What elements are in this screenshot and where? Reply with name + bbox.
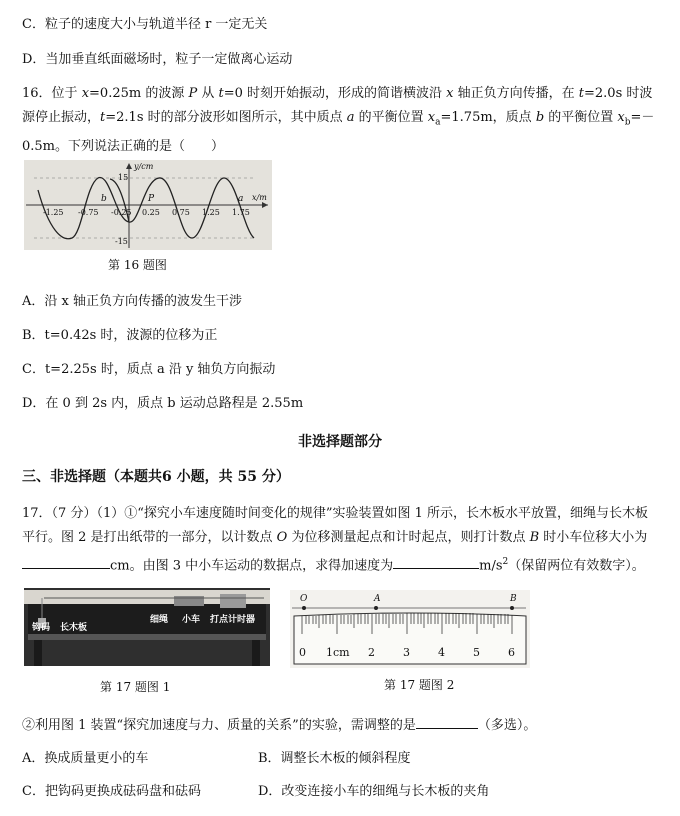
- label-long-board: 长木板: [60, 623, 88, 633]
- label-cart: 小车: [182, 615, 201, 625]
- x-tick-1: -1.25: [43, 208, 64, 217]
- point-p-label: P: [148, 194, 155, 204]
- q17-option-d: D．改变连接小车的细绳与长木板的夹角: [258, 784, 490, 799]
- point-a-label: a: [238, 194, 244, 204]
- ruler-tick-3: 3: [403, 646, 410, 659]
- y-bottom-tick: -15: [115, 237, 128, 246]
- section-title: 三、非选择题（本题共6 小题，共 55 分）: [22, 469, 290, 485]
- x-tick-2: -0.75: [78, 208, 99, 217]
- x-tick-4: 0.25: [142, 208, 160, 217]
- tape-point-b: B: [510, 594, 517, 604]
- q17-figure1-photo: [24, 588, 270, 666]
- x-axis-label: x/m: [252, 193, 267, 202]
- q16-option-d: D．在 0 到 2s 内，质点 b 运动总路程是 2.55m: [22, 396, 304, 411]
- part-title: 非选择题部分: [298, 434, 382, 450]
- q16-option-b: B．t=0.42s 时，波源的位移为正: [22, 328, 218, 343]
- acceleration-answer-blank[interactable]: [393, 556, 479, 569]
- ruler-tick-6: 6: [508, 646, 515, 659]
- label-timer: 打点计时器: [210, 615, 256, 625]
- q17-figure1-caption: 第 17 题图 1: [100, 680, 171, 694]
- ruler-tick-0: 0: [299, 646, 306, 659]
- q17-stem-line3: cm。由图 3 中小车运动的数据点，求得加速度为 $m/s^2$（保留两位有效数字）。: [22, 554, 645, 574]
- q16-wave-figure: [24, 160, 272, 250]
- q17-stem-line1: 17．（7 分）（1）①“探究小车速度随时间变化的规律”实验装置如图 1 所示，长木板水平放置，细绳与长木板: [22, 506, 649, 521]
- x-tick-3: -0.25: [111, 208, 132, 217]
- q17-part2-stem: ②利用图 1 装置“探究加速度与力、质量的关系”的实验，需调整的是 （多选）。: [22, 718, 537, 733]
- q17-option-c: C．把钩码更换成砝码盘和砝码: [22, 784, 201, 799]
- q17-figure2-ruler: [290, 590, 530, 668]
- x-tick-6: 1.25: [202, 208, 220, 217]
- y-top-tick: 15: [118, 173, 129, 182]
- displacement-answer-blank[interactable]: [22, 556, 110, 569]
- q16-option-c: C．t=2.25s 时，质点 a 沿 y 轴负方向振动: [22, 362, 276, 377]
- ruler-tick-2: 2: [368, 646, 375, 659]
- label-hook-weight: 钩码: [32, 623, 51, 633]
- q17-option-a: A．换成质量更小的车: [22, 751, 149, 766]
- q15-option-c: C．粒子的速度大小与轨道半径 r 一定无关: [22, 17, 268, 32]
- ruler-tick-4: 4: [438, 646, 445, 659]
- q15-option-d: D．当加垂直纸面磁场时，粒子一定做离心运动: [22, 52, 293, 67]
- ruler-tick-1cm: 1cm: [326, 646, 350, 659]
- label-string: 细绳: [150, 615, 169, 625]
- part2-answer-blank[interactable]: [416, 716, 478, 729]
- q17-figure2-caption: 第 17 题图 2: [384, 678, 455, 692]
- x-tick-5: 0.75: [172, 208, 190, 217]
- tape-point-o: O: [300, 594, 308, 604]
- ruler-tick-5: 5: [473, 646, 480, 659]
- q17-option-b: B．调整长木板的倾斜程度: [258, 751, 411, 766]
- tape-point-a: A: [374, 594, 381, 604]
- q17-stem-line2: 平行。图 2 是打出纸带的一部分，以计数点 O 为位移测量起点和计时起点，则打计数点 B 时小车位移大小为: [22, 530, 648, 545]
- x-tick-7: 1.75: [232, 208, 250, 217]
- q16-figure-caption: 第 16 题图: [108, 258, 167, 272]
- y-axis-label: y/cm: [134, 162, 154, 171]
- q16-option-a: A．沿 x 轴正负方向传播的波发生干涉: [22, 294, 242, 309]
- point-b-label: b: [101, 194, 107, 204]
- q16-stem: 16．位于 x=0.25m 的波源 P 从 t=0 时刻开始振动，形成的简谐横波沿 x 轴正负方向传播，在 t=2.0s 时波源停止振动，t=2.1s 时的部分波形如图所示，其中质点 a 的平衡位置 $x_a=1.75m$，质点 b 的平衡位置 $x_b=-0.5m$。下列说法正确的是（ ）: [22, 86, 655, 154]
